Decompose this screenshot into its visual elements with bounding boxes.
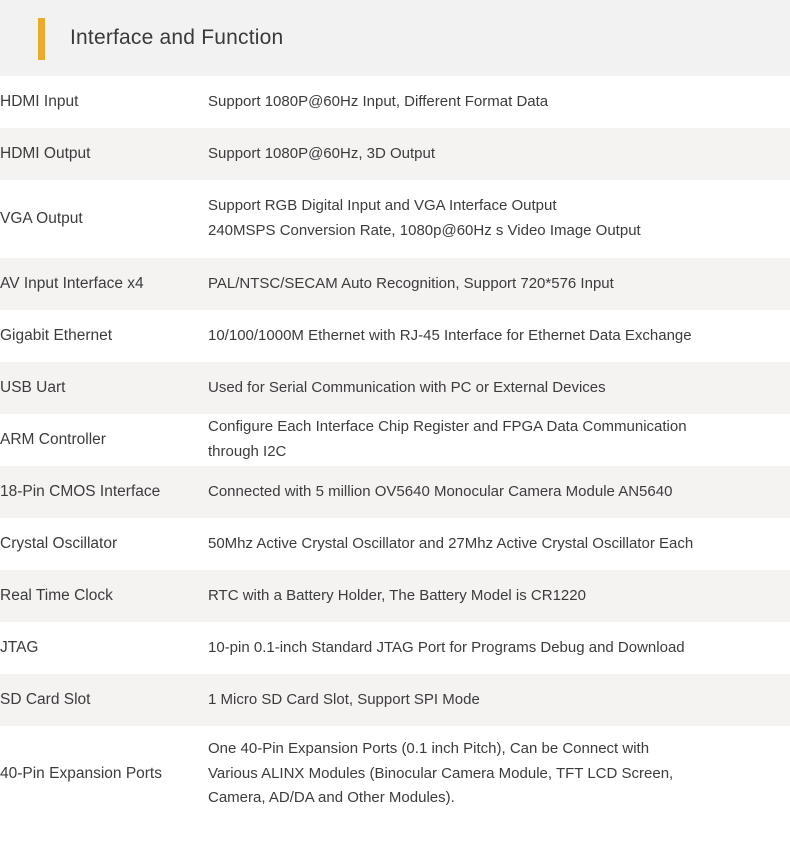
row-label-line: Expansion Ports xyxy=(49,764,162,782)
row-label-line: Crystal xyxy=(0,534,49,552)
table-row xyxy=(0,258,790,310)
row-value xyxy=(208,128,790,180)
table-row xyxy=(0,180,790,258)
row-value-line: Support RGB Digital Input and VGA Interface Output xyxy=(208,197,557,215)
row-label: HDMI Output xyxy=(0,128,208,180)
row-label xyxy=(0,258,208,310)
row-label: HDMI Input xyxy=(0,76,208,128)
row-value xyxy=(208,76,790,128)
table-row xyxy=(0,622,790,674)
row-label-line: AV Input xyxy=(0,274,59,292)
row-label xyxy=(0,310,208,362)
row-value-line: One 40-Pin Expansion Ports (0.1 inch Pitch), Can be Connect with xyxy=(208,739,650,757)
row-value-line: Camera, AD/DA and Other Modules). xyxy=(208,789,455,807)
table-row xyxy=(0,362,790,414)
row-value xyxy=(208,310,790,362)
row-value-line: Support 1080P@60Hz Input, Different Format Data xyxy=(208,92,549,110)
row-value-line: Used for Serial Communication with PC or External Devices xyxy=(208,378,606,396)
row-value xyxy=(208,518,790,570)
row-label: JTAG xyxy=(0,622,208,674)
table-row xyxy=(0,570,790,622)
row-label xyxy=(0,726,208,822)
row-value-line: Support 1080P@60Hz, 3D Output xyxy=(208,144,436,162)
row-value xyxy=(208,726,790,822)
table-row xyxy=(0,466,790,518)
row-label-line: Ethernet xyxy=(53,326,113,344)
row-value xyxy=(208,362,790,414)
row-label: ARM Controller xyxy=(0,414,208,466)
table-row xyxy=(0,674,790,726)
row-label: SD Card Slot xyxy=(0,674,208,726)
row-value xyxy=(208,258,790,310)
row-label-line: 40-Pin xyxy=(0,764,45,782)
row-value-line: 50Mhz Active Crystal Oscillator and 27Mhz Active Crystal Oscillator Each xyxy=(208,534,694,552)
row-value xyxy=(208,622,790,674)
row-value xyxy=(208,466,790,518)
row-label xyxy=(0,518,208,570)
row-label-line: Oscillator xyxy=(52,534,118,552)
row-value xyxy=(208,674,790,726)
row-label-line: Interface x4 xyxy=(62,274,144,292)
row-label xyxy=(0,570,208,622)
row-label-line: 18-Pin xyxy=(0,482,45,500)
section-header xyxy=(0,0,790,76)
table-row xyxy=(0,128,790,180)
row-value-line: 1 Micro SD Card Slot, Support SPI Mode xyxy=(208,690,480,708)
row-label-line: Gigabit xyxy=(0,326,50,344)
table-row xyxy=(0,76,790,128)
row-value-line: RTC with a Battery Holder, The Battery Model is CR1220 xyxy=(208,586,586,604)
row-label: VGA Output xyxy=(0,180,208,258)
row-value-line: PAL/NTSC/SECAM Auto Recognition, Support 720*576 Input xyxy=(208,274,614,292)
row-value-line: Various ALINX Modules (Binocular Camera Module, TFT LCD Screen, xyxy=(208,764,674,782)
row-value-line: 10/100/1000M Ethernet with RJ-45 Interface for Ethernet Data Exchange xyxy=(208,326,692,344)
row-label xyxy=(0,466,208,518)
row-label: USB Uart xyxy=(0,362,208,414)
row-value xyxy=(208,180,790,258)
row-value-line: 240MSPS Conversion Rate, 1080p@60Hz s Video Image Output xyxy=(208,222,641,239)
row-value-line: through I2C xyxy=(208,443,287,460)
row-value xyxy=(208,570,790,622)
row-value-line: 10-pin 0.1-inch Standard JTAG Port for Programs Debug and Download xyxy=(208,638,685,656)
row-value-line: Configure Each Interface Chip Register and FPGA Data Communication xyxy=(208,418,687,436)
page-title: Interface and Function xyxy=(70,26,284,49)
row-label-line: Real Time xyxy=(0,586,70,604)
row-label-line: Clock xyxy=(74,586,113,604)
table-row xyxy=(0,518,790,570)
table-row xyxy=(0,310,790,362)
row-label-line: CMOS Interface xyxy=(49,482,161,500)
row-value xyxy=(208,414,790,466)
table-row xyxy=(0,726,790,822)
table-row xyxy=(0,414,790,466)
header-accent-bar xyxy=(38,18,45,60)
interface-function-table xyxy=(0,76,790,822)
row-value-line: Connected with 5 million OV5640 Monocular Camera Module AN5640 xyxy=(208,482,673,500)
